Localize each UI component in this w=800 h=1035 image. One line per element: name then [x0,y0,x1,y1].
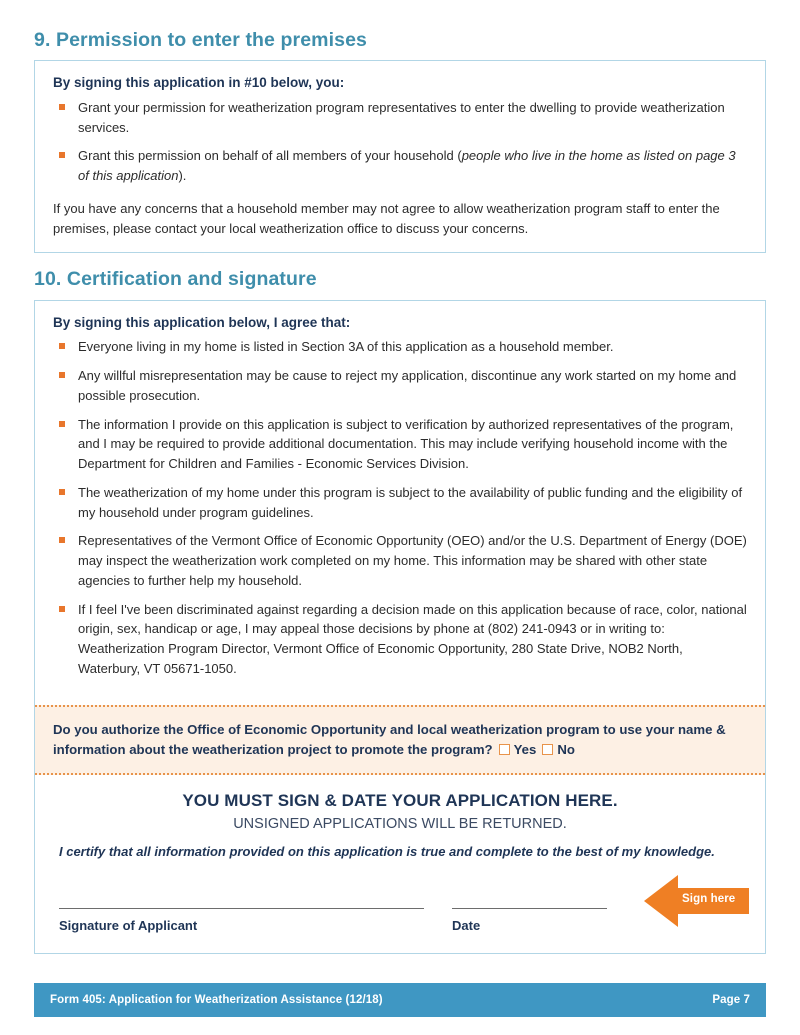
square-bullet-icon [59,606,65,612]
square-bullet-icon [59,421,65,427]
bullet-text: Any willful misrepresentation may be cause to reject my application, discontinue any work started on my home and possible prosecution. [78,368,737,403]
section-10-box [34,300,766,954]
square-bullet-icon [59,489,65,495]
square-bullet-icon [59,152,65,158]
bullet-text: The information I provide on this application is subject to verification by authorized representatives of the program, and I may be required to provide additional documentation. This may include verifying household income with the Department for Children and Families - Economic Services Division. [78,416,734,472]
square-bullet-icon [59,372,65,378]
section-9-box [34,60,766,253]
promotion-authorization-band [35,705,765,775]
checkbox-yes-label: Yes [513,742,537,758]
list-item [53,483,747,523]
date-field-label: Date [452,917,481,933]
sign-here-arrow [644,873,749,929]
signature-field-label: Signature of Applicant [59,917,198,933]
sign-here-label: Sign here [682,892,736,905]
bullet-text: Representatives of the Vermont Office of Economic Opportunity (OEO) and/or the U.S. Department of Energy (DOE) may inspect the weatherization work completed on my home. This information may be shared with other state agencies to further help my household. [78,533,747,588]
page-footer [34,983,766,1017]
section-10-lead: By signing this application below, I agree that: [53,314,351,330]
bullet-text-tail: ). [178,168,187,184]
square-bullet-icon [59,104,65,110]
page-number: Page 7 [712,994,750,1006]
list-item [53,366,747,406]
section-10-bullet-list [53,337,747,678]
checkbox-no[interactable] [542,744,553,755]
certification-statement: I certify that all information provided on this application is true and complete to the best of my knowledge. [59,844,715,860]
bullet-text: If I feel I've been discriminated against regarding a decision made on this application because of race, color, national origin, sex, handicap or age, I may appeal those decisions by phone at (802) 241-0943 or in writing to: Weatherization Program Director, Vermont Office of Economic Opportunity, 280 State Drive, NOB2 North, Waterbury, VT 05671-1050. [78,601,747,676]
section-9-content [35,61,765,252]
signature-row [53,908,747,933]
list-item [53,531,747,590]
section-10-heading: 10. Certification and signature [34,268,317,291]
section-9-bullet-list [53,98,747,186]
square-bullet-icon [59,343,65,349]
bullet-text-italic: people who live in the home as listed on page 3 of this application [78,148,736,184]
bullet-text: Grant this permission on behalf of all members of your household ( [78,148,462,164]
signature-subtitle: UNSIGNED APPLICATIONS WILL BE RETURNED. [233,816,567,833]
section-9-heading: 9. Permission to enter the premises [34,29,367,51]
section-10-content [35,301,765,693]
square-bullet-icon [59,537,65,543]
date-field[interactable] [452,908,607,933]
section-9-lead: By signing this application in #10 below, you: [53,75,345,91]
list-item [53,600,747,679]
checkbox-no-label: No [557,742,575,758]
promotion-authorization-question: Do you authorize the Office of Economic Opportunity and local weatherization program to use your name & information about the weatherization project to promote the program? [53,721,726,758]
bullet-text: Everyone living in my home is listed in Section 3A of this application as a household member. [78,339,614,355]
list-item [53,337,747,357]
list-item [53,98,747,138]
checkbox-yes[interactable] [499,744,510,755]
form-title: Form 405: Application for Weatherization Assistance (12/18) [50,994,383,1006]
bullet-text: The weatherization of my home under this program is subject to the availability of public funding and the eligibility of my household under program guidelines. [78,484,743,520]
signature-area [35,775,765,953]
list-item [53,415,747,474]
section-9-paragraph: If you have any concerns that a household member may not agree to allow weatherization program staff to enter the premises, please contact your local weatherization office to discuss your concerns. [53,200,720,236]
signature-title: YOU MUST SIGN & DATE YOUR APPLICATION HERE. [182,790,618,810]
list-item [53,146,747,186]
bullet-text: Grant your permission for weatherization program representatives to enter the dwelling to provide weatherization services. [78,99,725,135]
signature-field[interactable] [59,908,424,933]
